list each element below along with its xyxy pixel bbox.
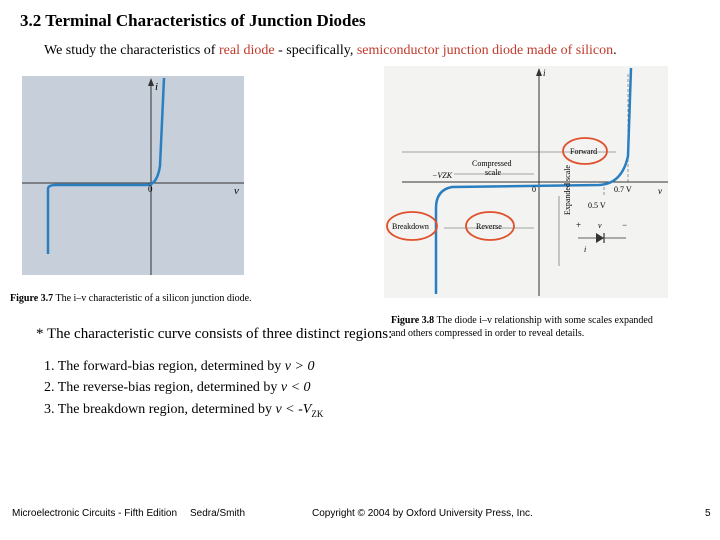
region-1-cond: v > 0	[284, 359, 315, 374]
fig2-circuit-minus: −	[622, 220, 628, 230]
region-2-text: 2. The reverse-bias region, determined by	[44, 380, 281, 395]
intro-middle: - specifically,	[274, 43, 357, 58]
region-3-cond: v < -V	[275, 402, 312, 417]
figure-3-7-plot	[22, 76, 244, 275]
region-item-reverse	[44, 380, 311, 396]
footer-page-number: 5	[705, 508, 711, 519]
fig2-label-05: 0.5 V	[588, 201, 606, 210]
fig2-label-forward: Forward	[570, 147, 598, 156]
bullet-point: * The characteristic curve consists of three distinct regions:	[36, 326, 393, 342]
fig2-label-origin: 0	[532, 185, 536, 194]
figure-3-8-plot	[384, 66, 668, 298]
intro-text	[44, 43, 617, 59]
fig2-label-vzk: −VZK	[432, 171, 453, 180]
fig2-label-07: 0.7 V	[614, 185, 632, 194]
fig2-circuit-i: i	[584, 245, 587, 254]
region-3-text: 3. The breakdown region, determined by	[44, 402, 276, 417]
fig1-label-v: v	[234, 185, 239, 197]
fig2-label-v: v	[658, 186, 662, 196]
intro-after: .	[613, 43, 617, 58]
diode-symbol-icon	[596, 233, 604, 243]
fig2-circuit-v: v	[598, 221, 602, 230]
fig2-caption-text: The diode i–v relationship with some scales expanded and others compressed in order to reveal details.	[391, 315, 653, 339]
region-item-forward	[44, 359, 314, 375]
fig2-circuit-plus: +	[576, 220, 582, 230]
intro-highlight-real-diode: real diode	[218, 43, 275, 58]
intro-before: We study the characteristics of	[44, 43, 219, 58]
figure-3-8-caption	[391, 314, 661, 340]
fig2-i-arrow	[536, 68, 542, 76]
page-title: 3.2 Terminal Characteristics of Junction Diodes	[20, 11, 366, 30]
fig1-i-arrow	[148, 78, 154, 86]
fig2-label-breakdown: Breakdown	[392, 222, 429, 231]
fig2-iv-curve	[436, 68, 631, 294]
footer-copyright: Copyright © 2004 by Oxford University Press, Inc.	[312, 508, 533, 519]
intro-highlight-silicon: semiconductor junction diode made of silicon	[356, 43, 614, 58]
fig1-label-i: i	[155, 81, 159, 93]
fig2-label-compressed-1: Compressed	[472, 159, 512, 168]
region-2-cond: v < 0	[280, 380, 311, 395]
region-item-breakdown	[44, 402, 323, 419]
region-3-sub: ZK	[311, 408, 324, 419]
fig1-iv-curve	[48, 78, 164, 254]
fig2-label-reverse: Reverse	[476, 222, 502, 231]
region-1-text: 1. The forward-bias region, determined by	[44, 359, 285, 374]
fig1-caption-label: Figure 3.7	[10, 293, 54, 304]
fig1-caption-text: The i–v characteristic of a silicon junction diode.	[55, 293, 252, 304]
figure-3-7-caption	[10, 293, 252, 304]
footer-book: Microelectronic Circuits - Fifth Edition	[12, 508, 178, 519]
fig1-label-origin: 0	[148, 184, 153, 194]
fig2-label-expanded: Expanded scale	[563, 165, 572, 215]
footer-authors: Sedra/Smith	[190, 508, 246, 519]
fig2-label-i: i	[543, 68, 546, 78]
fig2-label-compressed-2: scale	[485, 168, 501, 177]
fig2-caption-label: Figure 3.8	[391, 315, 435, 326]
